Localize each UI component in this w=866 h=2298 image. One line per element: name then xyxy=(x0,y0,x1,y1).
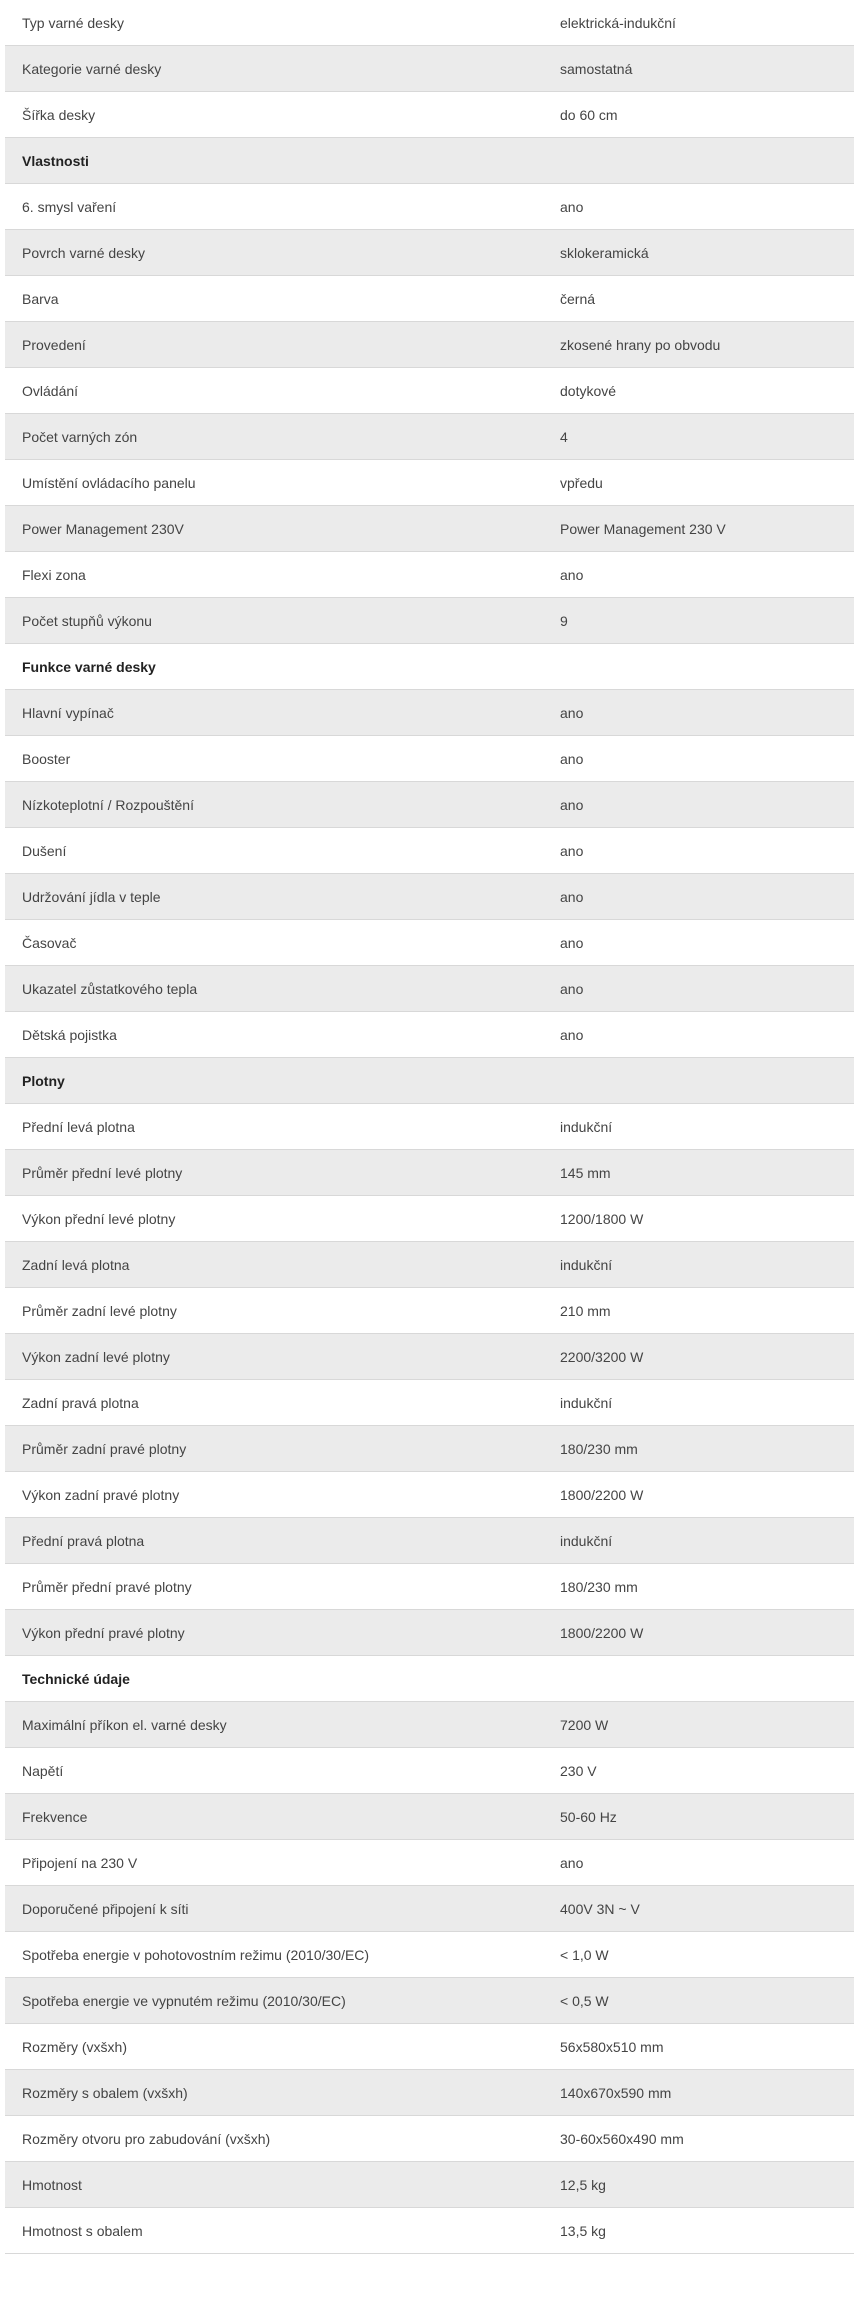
spec-label: Nízkoteplotní / Rozpouštění xyxy=(22,796,194,813)
spec-row xyxy=(5,1978,854,2024)
spec-label: Průměr zadní levé plotny xyxy=(22,1302,177,1319)
section-title: Vlastnosti xyxy=(22,152,89,169)
spec-label: Počet varných zón xyxy=(22,428,138,445)
spec-value: 9 xyxy=(560,612,568,629)
spec-value: ano xyxy=(560,980,584,997)
spec-row xyxy=(5,690,854,736)
spec-label: Povrch varné desky xyxy=(22,244,145,261)
spec-row xyxy=(5,1242,854,1288)
spec-row xyxy=(5,0,854,46)
spec-row xyxy=(5,1150,854,1196)
section-header-row xyxy=(5,138,854,184)
spec-row xyxy=(5,1104,854,1150)
spec-label: Průměr přední levé plotny xyxy=(22,1164,183,1181)
spec-value: 1800/2200 W xyxy=(560,1486,644,1503)
spec-value: ano xyxy=(560,1854,584,1871)
spec-label: 6. smysl vaření xyxy=(22,198,117,215)
spec-row xyxy=(5,276,854,322)
section-title: Plotny xyxy=(22,1072,65,1089)
spec-value: 50-60 Hz xyxy=(560,1808,617,1825)
spec-value: < 1,0 W xyxy=(560,1946,609,1963)
spec-row xyxy=(5,460,854,506)
spec-row xyxy=(5,506,854,552)
spec-label: Průměr zadní pravé plotny xyxy=(22,1440,187,1457)
spec-row xyxy=(5,736,854,782)
spec-label: Přední levá plotna xyxy=(22,1118,135,1135)
spec-label: Časovač xyxy=(22,934,77,951)
spec-label: Dušení xyxy=(22,842,67,859)
spec-row xyxy=(5,1840,854,1886)
section-title: Funkce varné desky xyxy=(22,658,156,675)
section-header-row xyxy=(5,1058,854,1104)
spec-value: vpředu xyxy=(560,474,603,491)
spec-value: 56x580x510 mm xyxy=(560,2038,664,2055)
spec-row xyxy=(5,966,854,1012)
spec-row xyxy=(5,1380,854,1426)
spec-label: Průměr přední pravé plotny xyxy=(22,1578,192,1595)
spec-value: indukční xyxy=(560,1394,613,1411)
spec-label: Frekvence xyxy=(22,1808,88,1825)
spec-row xyxy=(5,1886,854,1932)
spec-value: ano xyxy=(560,1026,584,1043)
section-title: Technické údaje xyxy=(22,1670,130,1687)
spec-row xyxy=(5,1702,854,1748)
spec-label: Kategorie varné desky xyxy=(22,60,162,77)
spec-value: indukční xyxy=(560,1256,613,1273)
spec-value: 230 V xyxy=(560,1762,597,1779)
spec-label: Umístění ovládacího panelu xyxy=(22,474,196,491)
spec-value: 140x670x590 mm xyxy=(560,2084,672,2101)
spec-label: Rozměry otvoru pro zabudování (vxšxh) xyxy=(22,2130,271,2147)
spec-value: sklokeramická xyxy=(560,244,649,261)
spec-label: Maximální příkon el. varné desky xyxy=(22,1716,227,1733)
spec-row xyxy=(5,2162,854,2208)
spec-label: Přední pravá plotna xyxy=(22,1532,145,1549)
spec-label: Udržování jídla v teple xyxy=(22,888,161,905)
spec-value: ano xyxy=(560,750,584,767)
spec-label: Hmotnost xyxy=(22,2176,82,2193)
spec-row xyxy=(5,2024,854,2070)
spec-row xyxy=(5,1518,854,1564)
section-header-row xyxy=(5,1656,854,1702)
spec-value: indukční xyxy=(560,1118,613,1135)
spec-label: Barva xyxy=(22,290,59,307)
spec-value: 12,5 kg xyxy=(560,2176,606,2193)
spec-label: Flexi zona xyxy=(22,566,86,583)
spec-label: Zadní levá plotna xyxy=(22,1256,130,1273)
spec-value: 145 mm xyxy=(560,1164,611,1181)
spec-row xyxy=(5,184,854,230)
spec-value: 1200/1800 W xyxy=(560,1210,644,1227)
spec-value: 13,5 kg xyxy=(560,2222,606,2239)
spec-label: Hlavní vypínač xyxy=(22,704,114,721)
spec-row xyxy=(5,2070,854,2116)
spec-label: Počet stupňů výkonu xyxy=(22,612,152,629)
spec-label: Rozměry (vxšxh) xyxy=(22,2038,128,2055)
spec-value: dotykové xyxy=(560,382,617,399)
spec-label: Typ varné desky xyxy=(22,14,124,31)
spec-row xyxy=(5,1932,854,1978)
spec-value: Power Management 230 V xyxy=(560,520,726,537)
spec-value: 4 xyxy=(560,428,568,445)
spec-label: Spotřeba energie v pohotovostním režimu (2010/30/EC) xyxy=(22,1946,370,1963)
spec-value: černá xyxy=(560,290,596,307)
spec-label: Dětská pojistka xyxy=(22,1026,117,1043)
spec-row xyxy=(5,552,854,598)
spec-value: elektrická-indukční xyxy=(560,14,676,31)
spec-label: Power Management 230V xyxy=(22,520,184,537)
spec-row xyxy=(5,1794,854,1840)
spec-value: 1800/2200 W xyxy=(560,1624,644,1641)
spec-value: 180/230 mm xyxy=(560,1578,638,1595)
spec-value: 210 mm xyxy=(560,1302,611,1319)
spec-label: Výkon přední pravé plotny xyxy=(22,1624,185,1641)
spec-value: 2200/3200 W xyxy=(560,1348,644,1365)
spec-label: Doporučené připojení k síti xyxy=(22,1900,189,1917)
spec-label: Šířka desky xyxy=(22,106,96,123)
spec-row xyxy=(5,1564,854,1610)
spec-value: ano xyxy=(560,198,584,215)
spec-label: Napětí xyxy=(22,1762,64,1779)
spec-value: ano xyxy=(560,796,584,813)
spec-value: < 0,5 W xyxy=(560,1992,609,2009)
specifications-table xyxy=(5,0,854,2254)
spec-row xyxy=(5,828,854,874)
spec-value: 30-60x560x490 mm xyxy=(560,2130,684,2147)
spec-value: ano xyxy=(560,842,584,859)
spec-label: Výkon zadní pravé plotny xyxy=(22,1486,180,1503)
spec-row xyxy=(5,1610,854,1656)
spec-label: Ukazatel zůstatkového tepla xyxy=(22,980,198,997)
spec-row xyxy=(5,414,854,460)
spec-value: ano xyxy=(560,704,584,721)
spec-value: 400V 3N ~ V xyxy=(560,1900,640,1917)
spec-row xyxy=(5,92,854,138)
spec-row xyxy=(5,874,854,920)
spec-value: 180/230 mm xyxy=(560,1440,638,1457)
spec-row xyxy=(5,1196,854,1242)
spec-value: samostatná xyxy=(560,60,633,77)
section-header-row xyxy=(5,644,854,690)
spec-row xyxy=(5,368,854,414)
spec-label: Ovládání xyxy=(22,382,79,399)
spec-row xyxy=(5,1472,854,1518)
spec-row xyxy=(5,2116,854,2162)
spec-label: Provedení xyxy=(22,336,86,353)
spec-row xyxy=(5,46,854,92)
spec-label: Hmotnost s obalem xyxy=(22,2222,143,2239)
spec-row xyxy=(5,1288,854,1334)
spec-value: 7200 W xyxy=(560,1716,609,1733)
spec-label: Spotřeba energie ve vypnutém režimu (2010/30/EC) xyxy=(22,1992,346,2009)
spec-value: ano xyxy=(560,934,584,951)
spec-value: indukční xyxy=(560,1532,613,1549)
spec-row xyxy=(5,598,854,644)
spec-row xyxy=(5,1748,854,1794)
spec-row xyxy=(5,2208,854,2254)
spec-row xyxy=(5,1012,854,1058)
spec-value: ano xyxy=(560,888,584,905)
spec-row xyxy=(5,782,854,828)
spec-value: ano xyxy=(560,566,584,583)
spec-value: do 60 cm xyxy=(560,106,618,123)
spec-label: Připojení na 230 V xyxy=(22,1854,138,1871)
spec-label: Výkon přední levé plotny xyxy=(22,1210,176,1227)
spec-row xyxy=(5,920,854,966)
spec-value: zkosené hrany po obvodu xyxy=(560,336,721,353)
spec-label: Výkon zadní levé plotny xyxy=(22,1348,170,1365)
spec-row xyxy=(5,322,854,368)
spec-label: Rozměry s obalem (vxšxh) xyxy=(22,2084,188,2101)
spec-row xyxy=(5,230,854,276)
spec-label: Booster xyxy=(22,750,71,767)
spec-row xyxy=(5,1334,854,1380)
spec-label: Zadní pravá plotna xyxy=(22,1394,139,1411)
spec-row xyxy=(5,1426,854,1472)
